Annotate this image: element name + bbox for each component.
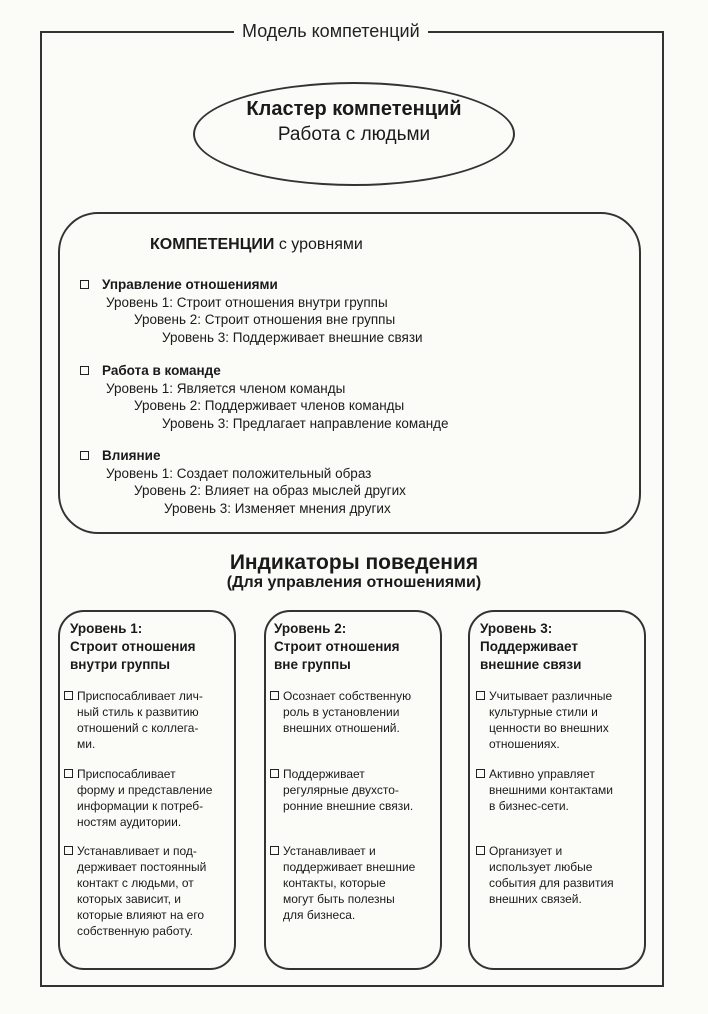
indicator-item (476, 766, 642, 814)
checkbox-icon (64, 691, 73, 700)
level-line: Уровень 2: Влияет на образ мыслей других (134, 483, 406, 498)
competency-group-relations (80, 276, 423, 346)
checkbox-icon (270, 691, 279, 700)
indicator-text: Устанавливает и поддерживает внешние контакты, которые могут быть полезны для бизнеса. (283, 844, 416, 922)
checkbox-icon (80, 366, 89, 375)
column-header (70, 620, 230, 674)
checkbox-icon (80, 451, 89, 460)
indicators-title: Индикаторы поведения (229, 551, 479, 574)
checkbox-icon (476, 846, 485, 855)
indicator-text: Приспосабливает форму и представление информации к потреб- ностям аудитории. (77, 767, 213, 829)
level-line: Уровень 2: Строит отношения вне группы (134, 312, 396, 327)
column-header (480, 620, 630, 674)
indicator-text: Учитывает различные культурные стили и ценности во внешних отношениях. (489, 689, 613, 751)
column-header (274, 620, 434, 674)
indicator-item (270, 766, 440, 814)
indicator-item (270, 688, 440, 736)
indicator-item (270, 843, 440, 923)
column-header-text: Уровень 2: Строит отношения вне группы (274, 621, 400, 672)
level-line: Уровень 2: Поддерживает членов команды (134, 398, 405, 413)
column-header-text: Уровень 1: Строит отношения внутри группы (70, 621, 196, 672)
column-header-text: Уровень 3: Поддерживает внешние связи (480, 621, 582, 672)
checkbox-icon (64, 846, 73, 855)
indicator-item (476, 843, 642, 907)
group-title: Управление отношениями (102, 277, 278, 292)
indicator-text: Активно управляет внешними контактами в бизнес-сети. (489, 767, 614, 813)
indicator-text: Приспосабливает лич- ный стиль к развитию отношений с коллега- ми. (77, 689, 203, 751)
group-title: Влияние (102, 448, 161, 463)
indicator-text: Осознает собственную роль в установлении внешних отношений. (283, 689, 412, 735)
cluster-ellipse (193, 82, 515, 186)
competencies-title-bold: КОМПЕТЕНЦИИ (150, 236, 275, 253)
indicator-text: Поддерживает регулярные двухсто- ронние внешние связи. (283, 767, 414, 813)
level-line: Уровень 1: Является членом команды (106, 380, 346, 396)
indicator-text: Устанавливает и под- держивает постоянный контакт с людьми, от которых зависит, и которые влияют на его собственную работу. (77, 844, 207, 938)
indicator-item (64, 766, 234, 830)
competency-group-influence (80, 447, 406, 517)
checkbox-icon (80, 280, 89, 289)
checkbox-icon (270, 846, 279, 855)
level-line: Уровень 1: Создает положительный образ (106, 465, 372, 481)
indicator-item (64, 843, 234, 939)
checkbox-icon (476, 769, 485, 778)
checkbox-icon (476, 691, 485, 700)
cluster-subtitle: Работа с людьми (277, 124, 431, 145)
model-title: Модель компетенций (234, 18, 428, 44)
level-line: Уровень 3: Изменяет мнения других (164, 500, 391, 516)
competency-group-teamwork (80, 362, 449, 432)
competencies-title (150, 236, 363, 254)
indicators-subtitle: (Для управления отношениями) (226, 574, 482, 591)
competencies-title-rest: с уровнями (274, 236, 363, 253)
level-line: Уровень 1: Строит отношения внутри группы (106, 294, 388, 310)
indicator-item (476, 688, 642, 752)
group-title: Работа в команде (102, 363, 221, 378)
checkbox-icon (64, 769, 73, 778)
checkbox-icon (270, 769, 279, 778)
level-line: Уровень 3: Поддерживает внешние связи (162, 329, 423, 345)
indicator-item (64, 688, 234, 752)
level-line: Уровень 3: Предлагает направление команде (162, 415, 449, 431)
indicator-text: Организует и использует любые события для развития внешних связей. (489, 844, 614, 906)
cluster-title: Кластер компетенций (246, 98, 462, 120)
